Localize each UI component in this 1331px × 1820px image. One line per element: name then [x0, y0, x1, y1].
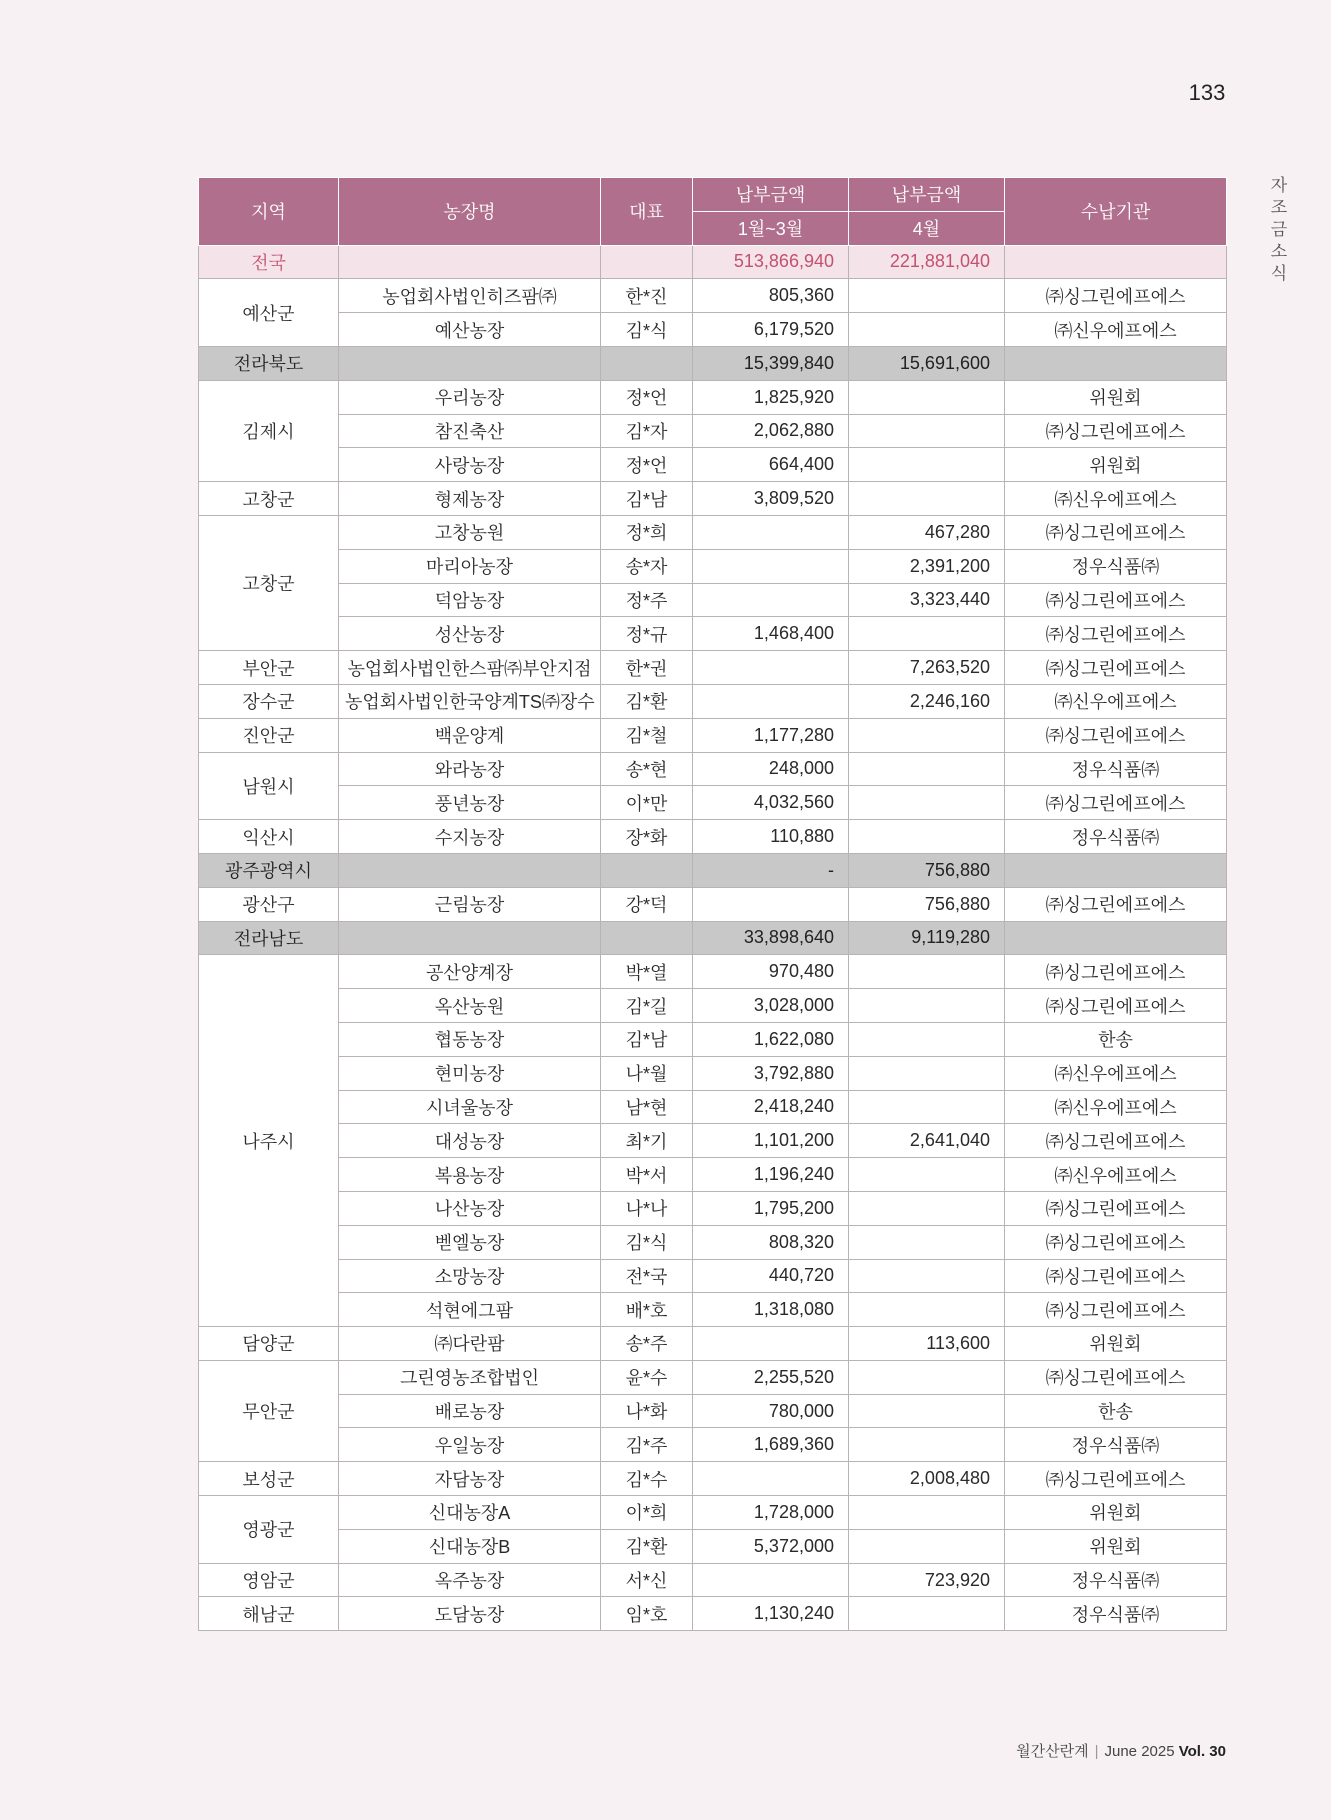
farm-name: 우리농장 — [339, 380, 601, 414]
farm-name: 시녀울농장 — [339, 1090, 601, 1124]
table-row — [199, 1563, 1227, 1597]
table-row — [199, 617, 1227, 651]
collection-agency: 정우식품㈜ — [1005, 1563, 1227, 1597]
region-cell: 예산군 — [199, 279, 339, 347]
collection-agency: ㈜신우에프에스 — [1005, 684, 1227, 718]
farm-name: 농업회사법인히즈팜㈜ — [339, 279, 601, 313]
side-label-char: 자 — [1270, 176, 1288, 195]
table-row — [199, 1360, 1227, 1394]
representative: 박*열 — [601, 955, 693, 989]
representative: 강*덕 — [601, 887, 693, 921]
farm-name: 농업회사법인한스팜㈜부안지점 — [339, 651, 601, 685]
amount-apr — [849, 820, 1005, 854]
collection-agency: ㈜싱그린에프에스 — [1005, 955, 1227, 989]
amount-jan-mar — [693, 549, 849, 583]
table-row — [199, 1225, 1227, 1259]
representative: 김*식 — [601, 313, 693, 347]
farm-name: 풍년농장 — [339, 786, 601, 820]
farm-name: 협동농장 — [339, 1022, 601, 1056]
representative: 이*만 — [601, 786, 693, 820]
footer-separator: | — [1094, 1743, 1099, 1760]
collection-agency: ㈜신우에프에스 — [1005, 1056, 1227, 1090]
total-amount2: 221,881,040 — [849, 245, 1005, 279]
representative: 장*화 — [601, 820, 693, 854]
amount-apr — [849, 1597, 1005, 1631]
representative: 김*주 — [601, 1428, 693, 1462]
representative: 송*주 — [601, 1327, 693, 1361]
amount-jan-mar — [693, 1462, 849, 1496]
amount-apr: 756,880 — [849, 887, 1005, 921]
table-row — [199, 482, 1227, 516]
amount-jan-mar: 3,809,520 — [693, 482, 849, 516]
amount-jan-mar: 1,196,240 — [693, 1158, 849, 1192]
farm-name: 현미농장 — [339, 1056, 601, 1090]
amount-jan-mar — [693, 651, 849, 685]
farm-name: 소망농장 — [339, 1259, 601, 1293]
amount-jan-mar: 248,000 — [693, 752, 849, 786]
region-cell: 부안군 — [199, 651, 339, 685]
representative: 김*철 — [601, 718, 693, 752]
collection-agency: 정우식품㈜ — [1005, 820, 1227, 854]
amount-jan-mar: 1,622,080 — [693, 1022, 849, 1056]
payment-table — [198, 177, 1227, 1631]
collection-agency: ㈜싱그린에프에스 — [1005, 1225, 1227, 1259]
side-label-char: 금 — [1270, 220, 1288, 239]
collection-agency: ㈜싱그린에프에스 — [1005, 1191, 1227, 1225]
table-row — [199, 651, 1227, 685]
amount-jan-mar: 3,028,000 — [693, 989, 849, 1023]
table-row — [199, 1158, 1227, 1192]
province-farm-cell — [339, 346, 601, 380]
farm-name: 우일농장 — [339, 1428, 601, 1462]
province-agency-cell — [1005, 921, 1227, 955]
farm-name: 신대농장B — [339, 1529, 601, 1563]
representative: 나*월 — [601, 1056, 693, 1090]
table-row — [199, 684, 1227, 718]
amount-jan-mar: 4,032,560 — [693, 786, 849, 820]
collection-agency: ㈜싱그린에프에스 — [1005, 1462, 1227, 1496]
table-row — [199, 583, 1227, 617]
amount-apr — [849, 1158, 1005, 1192]
representative: 김*길 — [601, 989, 693, 1023]
region-cell: 해남군 — [199, 1597, 339, 1631]
collection-agency: ㈜신우에프에스 — [1005, 313, 1227, 347]
farm-name: 나산농장 — [339, 1191, 601, 1225]
table-header — [199, 178, 1227, 246]
table-row — [199, 515, 1227, 549]
table-row — [199, 1394, 1227, 1428]
collection-agency: ㈜싱그린에프에스 — [1005, 786, 1227, 820]
amount-apr — [849, 279, 1005, 313]
collection-agency: 위원회 — [1005, 1327, 1227, 1361]
amount-apr: 113,600 — [849, 1327, 1005, 1361]
amount-jan-mar: 6,179,520 — [693, 313, 849, 347]
province-row — [199, 346, 1227, 380]
table-row — [199, 718, 1227, 752]
amount-jan-mar: 440,720 — [693, 1259, 849, 1293]
farm-name: 예산농장 — [339, 313, 601, 347]
farm-name: 복용농장 — [339, 1158, 601, 1192]
amount-apr — [849, 1191, 1005, 1225]
header-amount2-period: 4월 — [849, 211, 1005, 245]
region-cell: 영암군 — [199, 1563, 339, 1597]
representative: 정*언 — [601, 380, 693, 414]
collection-agency: ㈜신우에프에스 — [1005, 1158, 1227, 1192]
amount-jan-mar: 1,825,920 — [693, 380, 849, 414]
representative: 정*규 — [601, 617, 693, 651]
collection-agency: ㈜싱그린에프에스 — [1005, 1259, 1227, 1293]
table-row — [199, 955, 1227, 989]
amount-jan-mar: 808,320 — [693, 1225, 849, 1259]
collection-agency: 위원회 — [1005, 380, 1227, 414]
farm-name: 그린영농조합법인 — [339, 1360, 601, 1394]
amount-jan-mar: 2,062,880 — [693, 414, 849, 448]
farm-name: 사랑농장 — [339, 448, 601, 482]
amount-apr — [849, 752, 1005, 786]
province-agency-cell — [1005, 346, 1227, 380]
farm-name: 농업회사법인한국양계TS㈜장수 — [339, 684, 601, 718]
amount-jan-mar: 110,880 — [693, 820, 849, 854]
region-cell: 진안군 — [199, 718, 339, 752]
region-cell: 광산구 — [199, 887, 339, 921]
region-cell: 고창군 — [199, 482, 339, 516]
amount-jan-mar: 5,372,000 — [693, 1529, 849, 1563]
province-name: 광주광역시 — [199, 853, 339, 887]
side-label-char: 소 — [1270, 242, 1288, 261]
region-cell: 무안군 — [199, 1360, 339, 1461]
representative: 이*희 — [601, 1496, 693, 1530]
collection-agency: ㈜싱그린에프에스 — [1005, 583, 1227, 617]
amount-jan-mar: 1,318,080 — [693, 1293, 849, 1327]
table-row — [199, 989, 1227, 1023]
amount-apr — [849, 448, 1005, 482]
collection-agency: ㈜싱그린에프에스 — [1005, 989, 1227, 1023]
amount-jan-mar: 1,468,400 — [693, 617, 849, 651]
amount-jan-mar: 2,255,520 — [693, 1360, 849, 1394]
collection-agency: ㈜신우에프에스 — [1005, 482, 1227, 516]
collection-agency: 위원회 — [1005, 1529, 1227, 1563]
table-row — [199, 1090, 1227, 1124]
collection-agency: ㈜싱그린에프에스 — [1005, 1360, 1227, 1394]
total-label: 전국 — [199, 245, 339, 279]
header-rep: 대표 — [601, 178, 693, 246]
amount-apr — [849, 718, 1005, 752]
province-amount1: - — [693, 853, 849, 887]
farm-name: 벧엘농장 — [339, 1225, 601, 1259]
province-name: 전라북도 — [199, 346, 339, 380]
amount-apr — [849, 989, 1005, 1023]
farm-name: 수지농장 — [339, 820, 601, 854]
region-cell: 고창군 — [199, 515, 339, 650]
farm-name: 마리아농장 — [339, 549, 601, 583]
collection-agency: ㈜싱그린에프에스 — [1005, 718, 1227, 752]
table-row — [199, 313, 1227, 347]
header-amount1: 납부금액 — [693, 178, 849, 212]
amount-apr: 467,280 — [849, 515, 1005, 549]
region-cell: 김제시 — [199, 380, 339, 481]
table-row — [199, 752, 1227, 786]
amount-jan-mar: 1,795,200 — [693, 1191, 849, 1225]
collection-agency: ㈜싱그린에프에스 — [1005, 414, 1227, 448]
representative: 서*신 — [601, 1563, 693, 1597]
amount-jan-mar — [693, 887, 849, 921]
header-region: 지역 — [199, 178, 339, 246]
farm-name: 덕암농장 — [339, 583, 601, 617]
farm-name: 참진축산 — [339, 414, 601, 448]
amount-jan-mar: 3,792,880 — [693, 1056, 849, 1090]
farm-name: 성산농장 — [339, 617, 601, 651]
farm-name: 자담농장 — [339, 1462, 601, 1496]
table-row — [199, 1327, 1227, 1361]
representative: 윤*수 — [601, 1360, 693, 1394]
amount-jan-mar: 1,177,280 — [693, 718, 849, 752]
footer-issue: June 2025 — [1104, 1743, 1175, 1760]
table-row — [199, 1428, 1227, 1462]
province-amount2: 756,880 — [849, 853, 1005, 887]
province-amount2: 15,691,600 — [849, 346, 1005, 380]
amount-apr: 2,246,160 — [849, 684, 1005, 718]
table-row — [199, 414, 1227, 448]
representative: 김*수 — [601, 1462, 693, 1496]
table-row — [199, 279, 1227, 313]
region-cell: 남원시 — [199, 752, 339, 820]
province-rep-cell — [601, 853, 693, 887]
amount-apr — [849, 786, 1005, 820]
representative: 정*희 — [601, 515, 693, 549]
province-rep-cell — [601, 346, 693, 380]
table-row — [199, 1462, 1227, 1496]
amount-jan-mar — [693, 515, 849, 549]
representative: 김*자 — [601, 414, 693, 448]
header-agency: 수납기관 — [1005, 178, 1227, 246]
collection-agency: ㈜싱그린에프에스 — [1005, 1293, 1227, 1327]
farm-name: 옥주농장 — [339, 1563, 601, 1597]
amount-jan-mar: 1,728,000 — [693, 1496, 849, 1530]
representative: 전*국 — [601, 1259, 693, 1293]
table-row — [199, 1259, 1227, 1293]
farm-name: 옥산농원 — [339, 989, 601, 1023]
farm-name: 고창농원 — [339, 515, 601, 549]
amount-apr: 2,391,200 — [849, 549, 1005, 583]
header-farm: 농장명 — [339, 178, 601, 246]
region-cell: 익산시 — [199, 820, 339, 854]
table-row — [199, 820, 1227, 854]
representative: 김*환 — [601, 684, 693, 718]
representative: 배*호 — [601, 1293, 693, 1327]
amount-jan-mar: 664,400 — [693, 448, 849, 482]
collection-agency: 정우식품㈜ — [1005, 549, 1227, 583]
amount-apr — [849, 1496, 1005, 1530]
region-cell: 장수군 — [199, 684, 339, 718]
representative: 최*기 — [601, 1124, 693, 1158]
amount-apr — [849, 617, 1005, 651]
table-row — [199, 1496, 1227, 1530]
farm-name: 도담농장 — [339, 1597, 601, 1631]
collection-agency: ㈜싱그린에프에스 — [1005, 887, 1227, 921]
province-farm-cell — [339, 921, 601, 955]
amount-jan-mar: 780,000 — [693, 1394, 849, 1428]
collection-agency: 위원회 — [1005, 448, 1227, 482]
total-rep-cell — [601, 245, 693, 279]
amount-apr — [849, 1394, 1005, 1428]
farm-name: 석현에그팜 — [339, 1293, 601, 1327]
table-row — [199, 786, 1227, 820]
representative: 나*화 — [601, 1394, 693, 1428]
representative: 박*서 — [601, 1158, 693, 1192]
side-label-char: 조 — [1270, 198, 1288, 217]
amount-apr — [849, 1293, 1005, 1327]
farm-name: 대성농장 — [339, 1124, 601, 1158]
collection-agency: 정우식품㈜ — [1005, 752, 1227, 786]
side-label-char: 식 — [1270, 264, 1288, 283]
table-row — [199, 1293, 1227, 1327]
amount-jan-mar: 1,101,200 — [693, 1124, 849, 1158]
amount-jan-mar — [693, 583, 849, 617]
amount-jan-mar: 2,418,240 — [693, 1090, 849, 1124]
amount-apr — [849, 1022, 1005, 1056]
total-amount1: 513,866,940 — [693, 245, 849, 279]
region-cell: 나주시 — [199, 955, 339, 1327]
amount-apr: 3,323,440 — [849, 583, 1005, 617]
amount-jan-mar: 970,480 — [693, 955, 849, 989]
table-row — [199, 549, 1227, 583]
page-number: 133 — [1188, 80, 1226, 105]
representative: 김*식 — [601, 1225, 693, 1259]
representative: 한*진 — [601, 279, 693, 313]
table-row — [199, 1529, 1227, 1563]
table-row — [199, 887, 1227, 921]
collection-agency: 정우식품㈜ — [1005, 1428, 1227, 1462]
amount-apr — [849, 1428, 1005, 1462]
amount-jan-mar — [693, 1327, 849, 1361]
amount-apr: 7,263,520 — [849, 651, 1005, 685]
province-amount1: 15,399,840 — [693, 346, 849, 380]
collection-agency: ㈜싱그린에프에스 — [1005, 279, 1227, 313]
amount-apr — [849, 1225, 1005, 1259]
province-rep-cell — [601, 921, 693, 955]
province-name: 전라남도 — [199, 921, 339, 955]
amount-apr — [849, 1056, 1005, 1090]
representative: 송*현 — [601, 752, 693, 786]
region-cell: 영광군 — [199, 1496, 339, 1564]
farm-name: 백운양계 — [339, 718, 601, 752]
farm-name: 와라농장 — [339, 752, 601, 786]
amount-apr: 2,008,480 — [849, 1462, 1005, 1496]
table-row — [199, 1191, 1227, 1225]
table-body — [199, 245, 1227, 1631]
amount-apr — [849, 955, 1005, 989]
amount-jan-mar: 1,130,240 — [693, 1597, 849, 1631]
farm-name: 공산양계장 — [339, 955, 601, 989]
amount-apr — [849, 482, 1005, 516]
region-cell: 담양군 — [199, 1327, 339, 1361]
amount-jan-mar — [693, 684, 849, 718]
amount-apr — [849, 414, 1005, 448]
collection-agency: 정우식품㈜ — [1005, 1597, 1227, 1631]
province-row — [199, 853, 1227, 887]
collection-agency: 위원회 — [1005, 1496, 1227, 1530]
representative: 임*호 — [601, 1597, 693, 1631]
province-amount2: 9,119,280 — [849, 921, 1005, 955]
table-row — [199, 380, 1227, 414]
representative: 남*현 — [601, 1090, 693, 1124]
collection-agency: 한송 — [1005, 1394, 1227, 1428]
representative: 김*남 — [601, 482, 693, 516]
collection-agency: ㈜싱그린에프에스 — [1005, 651, 1227, 685]
province-row — [199, 921, 1227, 955]
table-row — [199, 1597, 1227, 1631]
total-row — [199, 245, 1227, 279]
amount-jan-mar — [693, 1563, 849, 1597]
region-cell: 보성군 — [199, 1462, 339, 1496]
representative: 김*남 — [601, 1022, 693, 1056]
representative: 정*언 — [601, 448, 693, 482]
representative: 정*주 — [601, 583, 693, 617]
table-row — [199, 448, 1227, 482]
collection-agency: ㈜싱그린에프에스 — [1005, 1124, 1227, 1158]
footer-magazine: 월간산란계 — [1016, 1743, 1089, 1760]
farm-name: ㈜다란팜 — [339, 1327, 601, 1361]
amount-apr — [849, 313, 1005, 347]
province-farm-cell — [339, 853, 601, 887]
farm-name: 배로농장 — [339, 1394, 601, 1428]
amount-jan-mar: 1,689,360 — [693, 1428, 849, 1462]
total-agency-cell — [1005, 245, 1227, 279]
header-amount2: 납부금액 — [849, 178, 1005, 212]
collection-agency: ㈜싱그린에프에스 — [1005, 515, 1227, 549]
total-farm-cell — [339, 245, 601, 279]
farm-name: 신대농장A — [339, 1496, 601, 1530]
header-amount1-period: 1월~3월 — [693, 211, 849, 245]
amount-jan-mar: 805,360 — [693, 279, 849, 313]
footer-volume: Vol. 30 — [1178, 1743, 1226, 1760]
table-row — [199, 1056, 1227, 1090]
table-row — [199, 1022, 1227, 1056]
farm-name: 근림농장 — [339, 887, 601, 921]
collection-agency: ㈜싱그린에프에스 — [1005, 617, 1227, 651]
province-agency-cell — [1005, 853, 1227, 887]
representative: 한*권 — [601, 651, 693, 685]
amount-apr — [849, 1360, 1005, 1394]
page-footer — [1016, 1740, 1226, 1761]
farm-name: 형제농장 — [339, 482, 601, 516]
amount-apr: 723,920 — [849, 1563, 1005, 1597]
province-amount1: 33,898,640 — [693, 921, 849, 955]
amount-apr — [849, 380, 1005, 414]
amount-apr — [849, 1529, 1005, 1563]
amount-apr — [849, 1259, 1005, 1293]
representative: 김*환 — [601, 1529, 693, 1563]
amount-apr — [849, 1090, 1005, 1124]
representative: 송*자 — [601, 549, 693, 583]
section-side-label — [1268, 175, 1290, 285]
representative: 나*나 — [601, 1191, 693, 1225]
collection-agency: ㈜신우에프에스 — [1005, 1090, 1227, 1124]
table-row — [199, 1124, 1227, 1158]
amount-apr: 2,641,040 — [849, 1124, 1005, 1158]
collection-agency: 한송 — [1005, 1022, 1227, 1056]
